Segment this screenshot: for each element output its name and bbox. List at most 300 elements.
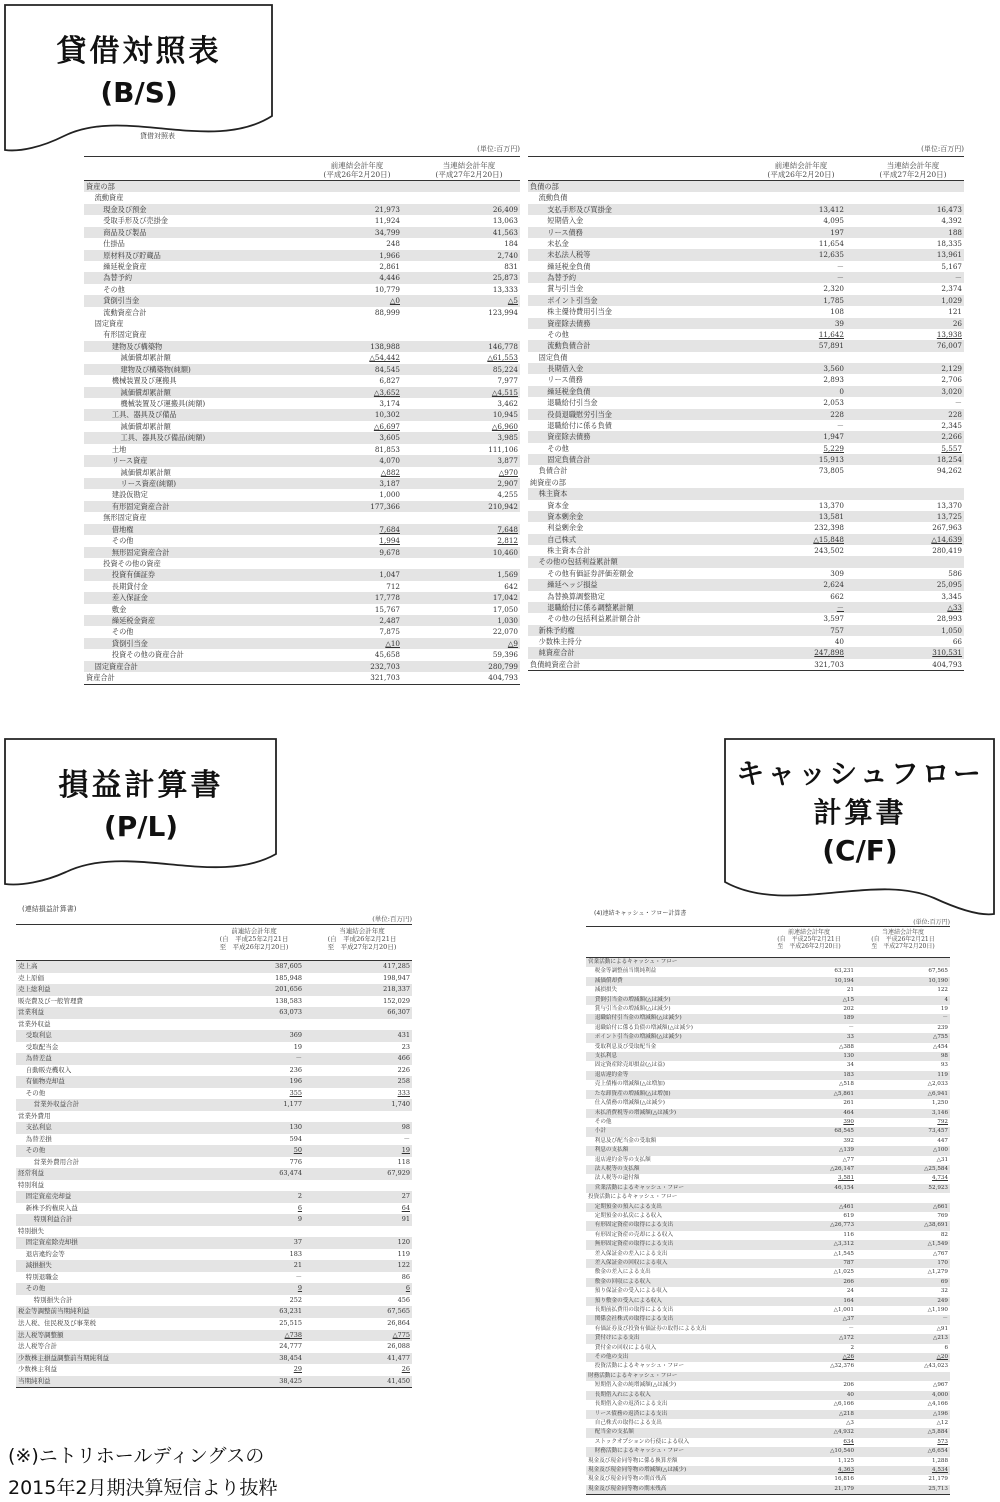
curr-value: 122 bbox=[937, 987, 948, 994]
row-label: 現金及び現金同等物の期首残高 bbox=[588, 1476, 667, 1483]
table-row bbox=[528, 340, 964, 351]
row-label: 利息及び配当金の受取額 bbox=[594, 1137, 657, 1144]
curr-value: 239 bbox=[937, 1024, 948, 1031]
prev-period-header: 前連結会計年度 (自 平成25年2月21日 至 平成26年2月20日) bbox=[777, 929, 841, 951]
row-label: その他 bbox=[25, 1088, 46, 1097]
prev-value: △10 bbox=[385, 638, 400, 648]
curr-value: 23 bbox=[401, 1042, 410, 1051]
prev-value: 37 bbox=[293, 1238, 302, 1247]
table-row bbox=[16, 1030, 412, 1042]
table-row bbox=[528, 545, 964, 556]
prev-value: 2,861 bbox=[379, 261, 400, 271]
prev-period-header: 前連結会計年度 (自 平成25年2月21日 至 平成26年2月20日) bbox=[219, 927, 289, 951]
curr-value: 404,793 bbox=[488, 673, 518, 683]
prev-value: 33 bbox=[846, 1034, 854, 1041]
prev-value: 164 bbox=[843, 1297, 854, 1304]
row-label: 当期純利益 bbox=[18, 1376, 51, 1385]
row-label: 投資有価証券 bbox=[111, 570, 156, 580]
row-label: 税金等調整前当期純利益 bbox=[594, 968, 657, 975]
prev-value: 201,656 bbox=[275, 985, 302, 994]
curr-value: △25,584 bbox=[924, 1165, 948, 1172]
row-label: 資産除去債務 bbox=[547, 432, 591, 442]
curr-value: 831 bbox=[504, 261, 518, 271]
row-label: 減損損失 bbox=[594, 987, 618, 994]
curr-value: 122 bbox=[397, 1261, 410, 1270]
row-label: その他 bbox=[111, 627, 134, 637]
table-row bbox=[16, 996, 412, 1008]
row-label: リース資産 bbox=[111, 456, 148, 466]
table-row bbox=[84, 364, 520, 375]
curr-value: 404,793 bbox=[932, 659, 962, 669]
prev-value: 34 bbox=[846, 1062, 854, 1069]
cf-label-abbr: (C/F) bbox=[822, 834, 898, 868]
row-label: 原材料及び貯蔵品 bbox=[103, 250, 161, 260]
row-label: 受取配当金 bbox=[25, 1042, 59, 1051]
curr-value: 258 bbox=[397, 1077, 410, 1086]
row-label: 貸付けによる支出 bbox=[594, 1335, 640, 1342]
curr-value: － bbox=[942, 1316, 948, 1323]
curr-value: 19 bbox=[940, 1006, 948, 1013]
row-label: 特別利益 bbox=[18, 1180, 44, 1189]
prev-value: 68,545 bbox=[834, 1128, 854, 1135]
row-label: リース債務の返済による支出 bbox=[594, 1410, 668, 1417]
curr-value: △14,639 bbox=[931, 534, 962, 544]
row-label: 未払金 bbox=[547, 238, 569, 248]
prev-value: 38,454 bbox=[279, 1353, 302, 1362]
prev-value: － bbox=[295, 1272, 302, 1281]
prev-value: 4,446 bbox=[379, 273, 400, 283]
table-row bbox=[528, 500, 964, 511]
table-row bbox=[84, 444, 520, 455]
curr-value: 27 bbox=[401, 1192, 410, 1201]
prev-value: 189 bbox=[843, 1015, 854, 1022]
curr-value: △967 bbox=[933, 1382, 948, 1389]
table-row bbox=[586, 1438, 950, 1447]
row-label: 繰延税金資産 bbox=[103, 261, 147, 271]
curr-value: 25,095 bbox=[936, 580, 962, 590]
row-label: 純資産の部 bbox=[530, 477, 566, 487]
table-row bbox=[586, 1400, 950, 1409]
prev-value: 11,642 bbox=[818, 329, 844, 339]
table-row bbox=[528, 238, 964, 249]
prev-value: 13,412 bbox=[818, 204, 844, 214]
row-label: 為替換算調整勘定 bbox=[547, 591, 605, 601]
curr-value: 792 bbox=[937, 1118, 948, 1125]
prev-value: 81,853 bbox=[374, 444, 400, 454]
prev-value: 6,827 bbox=[379, 376, 400, 386]
cf-label-flag bbox=[724, 738, 996, 916]
table-row bbox=[84, 524, 520, 535]
prev-value: △26,147 bbox=[830, 1165, 854, 1172]
prev-value: 4,363 bbox=[837, 1466, 854, 1473]
row-label: 短期借入金 bbox=[547, 216, 584, 226]
table-row bbox=[586, 1344, 950, 1353]
row-label: 受取手形及び売掛金 bbox=[103, 216, 168, 226]
prev-value: 50 bbox=[293, 1146, 302, 1155]
row-label: 新株予約権 bbox=[538, 625, 575, 635]
curr-value: 41,477 bbox=[387, 1353, 410, 1362]
curr-value: 19 bbox=[401, 1146, 410, 1155]
curr-value: 5,557 bbox=[941, 443, 962, 453]
table-row bbox=[84, 478, 520, 489]
table-row bbox=[84, 329, 520, 340]
row-label: 工具、器具及び備品 bbox=[111, 410, 177, 420]
prev-value: 202 bbox=[843, 1006, 854, 1013]
table-row bbox=[528, 420, 964, 431]
prev-value: 309 bbox=[830, 568, 844, 578]
row-label: 退店違約金等 bbox=[594, 1071, 629, 1078]
table-row bbox=[16, 973, 412, 985]
prev-value: △10,540 bbox=[830, 1448, 854, 1455]
curr-value: 5,167 bbox=[941, 261, 962, 271]
curr-value: 310,531 bbox=[932, 648, 962, 658]
table-row bbox=[84, 558, 520, 569]
row-label: 定期預金の払戻による収入 bbox=[594, 1212, 662, 1219]
row-label: 負債の部 bbox=[530, 182, 559, 191]
curr-value: 447 bbox=[937, 1137, 948, 1144]
prev-value: － bbox=[295, 1054, 302, 1063]
row-label: 営業外費用合計 bbox=[33, 1157, 80, 1166]
curr-period-header: 当連結会計年度 (平成27年2月20日) bbox=[435, 161, 503, 179]
prev-value: 63,474 bbox=[279, 1169, 302, 1178]
prev-value: △1,025 bbox=[833, 1269, 854, 1276]
unit-label: (単位:百万円) bbox=[921, 145, 964, 153]
table-row bbox=[586, 1024, 950, 1033]
row-label: 減損損失 bbox=[25, 1261, 52, 1270]
row-label: 営業利益 bbox=[18, 1008, 44, 1017]
table-row bbox=[16, 1145, 412, 1157]
curr-value: 119 bbox=[937, 1071, 948, 1078]
prev-value: 39 bbox=[834, 318, 844, 328]
table-row bbox=[528, 602, 964, 613]
prev-value: 177,366 bbox=[370, 501, 400, 511]
row-label: 現金及び現金同等物の増減額(△は減少) bbox=[588, 1466, 687, 1473]
prev-value: 252 bbox=[289, 1295, 302, 1304]
curr-value: 25,713 bbox=[928, 1485, 948, 1492]
table-row bbox=[586, 1457, 950, 1466]
row-label: 敷金の差入による支出 bbox=[594, 1269, 651, 1276]
table-row bbox=[84, 615, 520, 626]
prev-value: 3,174 bbox=[379, 399, 400, 409]
prev-value: 46,154 bbox=[834, 1184, 854, 1191]
prev-value: － bbox=[836, 273, 844, 282]
table-row bbox=[84, 192, 520, 203]
row-label: 売上債権の増減額(△は増加) bbox=[594, 1081, 665, 1088]
row-label: 現金及び現金同等物に係る換算差額 bbox=[588, 1457, 678, 1464]
row-label: 資本金 bbox=[547, 500, 569, 510]
cf-label-title-1: キャッシュフロー bbox=[736, 757, 984, 791]
curr-value: 1,030 bbox=[497, 616, 518, 626]
table-row bbox=[586, 1475, 950, 1484]
table-row bbox=[16, 1076, 412, 1088]
table-row bbox=[84, 238, 520, 249]
curr-value: 67,565 bbox=[387, 1307, 410, 1316]
row-label: その他 bbox=[547, 443, 569, 453]
prev-value: 15,913 bbox=[818, 455, 844, 464]
table-row bbox=[84, 250, 520, 261]
row-label: 無形固定資産の取得による支出 bbox=[594, 1241, 674, 1248]
table-row bbox=[586, 1287, 950, 1296]
curr-value: 120 bbox=[397, 1238, 410, 1247]
row-label: 借地権 bbox=[111, 524, 134, 534]
table-row bbox=[16, 1111, 412, 1123]
row-label: 株主資本合計 bbox=[547, 546, 591, 555]
unit-label: (単位:百万円) bbox=[372, 915, 412, 923]
curr-value: 66,307 bbox=[387, 1008, 410, 1017]
prev-value: △77 bbox=[842, 1156, 854, 1163]
table-row bbox=[84, 215, 520, 226]
unit-label: (単位:百万円) bbox=[477, 145, 520, 153]
table-row bbox=[528, 534, 964, 545]
curr-value: 76,007 bbox=[936, 341, 962, 351]
row-label: 貸倒引当金 bbox=[111, 638, 148, 648]
pl-title: (連結損益計算書) bbox=[22, 905, 77, 913]
prev-value: △15 bbox=[842, 996, 854, 1003]
table-row bbox=[16, 961, 412, 973]
table-row bbox=[84, 512, 520, 523]
prev-value: △0 bbox=[389, 296, 400, 306]
table-row bbox=[586, 1325, 950, 1334]
bs-liab-rows bbox=[528, 180, 964, 671]
row-label: 流動資産合計 bbox=[103, 307, 147, 317]
table-row bbox=[84, 307, 520, 318]
table-row bbox=[586, 1240, 950, 1249]
curr-value: 2,345 bbox=[941, 420, 962, 430]
row-label: 長期貸付金 bbox=[111, 581, 148, 591]
row-label: 営業外収益合計 bbox=[33, 1100, 80, 1109]
prev-value: 1,785 bbox=[823, 295, 844, 305]
prev-value: 7,875 bbox=[379, 627, 400, 637]
row-label: 法人税等の還付額 bbox=[594, 1175, 640, 1182]
table-row bbox=[528, 443, 964, 454]
row-label: 有形固定資産の取得による支出 bbox=[594, 1222, 674, 1229]
row-label: 特別退職金 bbox=[25, 1272, 59, 1281]
row-label: 法人税等調整額 bbox=[18, 1330, 64, 1339]
curr-value: △43,023 bbox=[924, 1363, 948, 1370]
table-row bbox=[84, 649, 520, 660]
table-row bbox=[16, 1318, 412, 1330]
row-label: 税金等調整前当期純利益 bbox=[18, 1307, 90, 1316]
row-label: その他 bbox=[103, 284, 125, 294]
curr-value: 2,129 bbox=[941, 364, 962, 373]
row-label: 流動負債 bbox=[538, 193, 568, 203]
row-label: 資産合計 bbox=[86, 673, 115, 683]
prev-value: 84,545 bbox=[374, 364, 400, 374]
curr-value: 4,392 bbox=[941, 216, 962, 226]
prev-value: 1,047 bbox=[379, 570, 400, 580]
row-label: 減価償却累計額 bbox=[120, 387, 171, 397]
table-row bbox=[16, 1295, 412, 1307]
prev-value: 24,777 bbox=[279, 1342, 302, 1351]
table-row bbox=[586, 1278, 950, 1287]
prev-value: － bbox=[836, 261, 844, 271]
curr-value: △755 bbox=[933, 1034, 948, 1041]
curr-value: － bbox=[954, 273, 962, 282]
row-label: 自動販売機収入 bbox=[25, 1065, 72, 1074]
row-label: 減価償却費 bbox=[594, 977, 623, 984]
row-label: 現金及び現金同等物の期末残高 bbox=[588, 1485, 667, 1492]
curr-value: △1,549 bbox=[927, 1241, 948, 1248]
prev-value: － bbox=[836, 420, 844, 430]
row-label: 利息の支払額 bbox=[594, 1147, 629, 1154]
curr-value: 2,374 bbox=[941, 284, 962, 294]
table-row bbox=[84, 638, 520, 649]
prev-value: － bbox=[848, 1024, 854, 1031]
curr-value: 1,050 bbox=[941, 625, 962, 635]
prev-value: △15,848 bbox=[813, 534, 844, 544]
source-note-line-1: (※)ニトリホールディングスの bbox=[8, 1445, 265, 1467]
table-row bbox=[528, 295, 964, 306]
table-row bbox=[528, 579, 964, 590]
row-label: 退店違約金等の支払額 bbox=[594, 1156, 651, 1163]
table-row bbox=[84, 375, 520, 386]
curr-value: 1,029 bbox=[941, 295, 962, 305]
curr-value: 1,569 bbox=[497, 570, 518, 580]
row-label: 固定負債合計 bbox=[547, 455, 591, 464]
table-row bbox=[528, 522, 964, 533]
table-row bbox=[586, 1334, 950, 1343]
table-row bbox=[528, 477, 964, 488]
row-label: 減価償却累計額 bbox=[120, 421, 171, 431]
row-label: 仕入債務の増減額(△は減少) bbox=[594, 1100, 665, 1107]
table-row bbox=[84, 318, 520, 329]
row-label: 敷金の回収による収入 bbox=[594, 1278, 651, 1285]
table-row bbox=[528, 454, 964, 465]
table-row bbox=[84, 227, 520, 238]
curr-value: 249 bbox=[937, 1297, 948, 1304]
curr-value: 4,255 bbox=[497, 490, 518, 500]
table-row bbox=[586, 1165, 950, 1174]
curr-value: △4,166 bbox=[927, 1401, 948, 1408]
curr-value: 642 bbox=[504, 581, 518, 591]
curr-value: 17,042 bbox=[492, 593, 518, 603]
prev-value: 16,816 bbox=[834, 1476, 854, 1483]
row-label: 投資活動によるキャッシュ・フロー bbox=[588, 1194, 678, 1201]
prev-value: 3,605 bbox=[379, 433, 400, 443]
curr-value: 3,020 bbox=[941, 386, 962, 396]
prev-value: 9,678 bbox=[379, 547, 400, 557]
bs-label-title: 貸借対照表 bbox=[56, 33, 222, 69]
row-label: 有形固定資産の売却による収入 bbox=[594, 1231, 674, 1238]
curr-value: 10,945 bbox=[492, 410, 518, 420]
row-label: 投資活動によるキャッシュ・フロー bbox=[594, 1363, 685, 1370]
table-row bbox=[586, 1005, 950, 1014]
table-row bbox=[84, 547, 520, 558]
table-row bbox=[586, 1306, 950, 1315]
table-row bbox=[586, 1372, 950, 1381]
table-row bbox=[84, 272, 520, 283]
prev-value: △32,376 bbox=[830, 1363, 854, 1370]
pl-label-flag bbox=[4, 738, 278, 888]
curr-value: 67,565 bbox=[928, 968, 948, 975]
table-row bbox=[16, 1283, 412, 1295]
table-row bbox=[16, 1272, 412, 1284]
table-row bbox=[528, 192, 964, 203]
curr-value: 111,106 bbox=[488, 444, 518, 454]
row-label: 営業外収益 bbox=[18, 1019, 51, 1028]
prev-value: 88,999 bbox=[374, 307, 400, 317]
row-label: 長期借入金の返済による支出 bbox=[594, 1401, 668, 1408]
bs-partial-title: 貸借対照表 bbox=[140, 132, 175, 140]
curr-value: 22,070 bbox=[492, 627, 518, 637]
curr-value: △91 bbox=[936, 1325, 948, 1332]
row-label: 未払法人税等 bbox=[547, 250, 591, 260]
curr-value: － bbox=[942, 1015, 948, 1022]
table-row bbox=[84, 341, 520, 352]
curr-value: 86 bbox=[401, 1272, 410, 1281]
cf-rows bbox=[586, 957, 950, 1495]
curr-value: 228 bbox=[948, 409, 962, 419]
table-row bbox=[84, 455, 520, 466]
curr-value: △661 bbox=[933, 1203, 948, 1210]
table-row bbox=[16, 984, 412, 996]
row-label: 賞与引当金 bbox=[547, 284, 584, 294]
row-label: 繰延税金負債 bbox=[547, 386, 591, 396]
prev-value: 1,125 bbox=[837, 1457, 854, 1464]
prev-value: △26 bbox=[842, 1354, 854, 1361]
curr-value: 41,563 bbox=[492, 227, 518, 237]
table-row bbox=[84, 592, 520, 603]
prev-value: △37 bbox=[842, 1316, 854, 1323]
table-row bbox=[586, 1127, 950, 1136]
prev-value: 15,767 bbox=[374, 604, 400, 614]
curr-value: 2,266 bbox=[941, 432, 962, 442]
table-row bbox=[528, 318, 964, 329]
table-row bbox=[586, 1184, 950, 1193]
prev-value: － bbox=[836, 602, 844, 612]
table-row bbox=[528, 363, 964, 374]
row-label: その他有価証券評価差額金 bbox=[547, 568, 634, 578]
row-label: 財務活動によるキャッシュ・フロー bbox=[594, 1448, 685, 1455]
curr-period-header: 当連結会計年度 (自 平成26年2月21日 至 平成27年2月20日) bbox=[871, 929, 935, 951]
curr-value: 119 bbox=[397, 1249, 410, 1258]
row-label: 貸倒引当金の増減額(△は減少) bbox=[594, 996, 671, 1003]
prev-value: 232,398 bbox=[814, 523, 844, 533]
table-row bbox=[586, 1381, 950, 1390]
prev-value: 247,898 bbox=[814, 648, 844, 658]
table-row bbox=[528, 249, 964, 260]
curr-value: 3,877 bbox=[497, 456, 518, 466]
curr-value: 26,864 bbox=[387, 1318, 410, 1327]
table-row bbox=[84, 569, 520, 580]
prev-value: 787 bbox=[843, 1260, 854, 1266]
table-row bbox=[84, 387, 520, 398]
prev-value: 40 bbox=[834, 637, 844, 646]
curr-value: △9 bbox=[507, 638, 518, 648]
prev-value: 138,583 bbox=[275, 996, 302, 1005]
curr-value: 2,812 bbox=[497, 536, 518, 546]
table-row bbox=[16, 1376, 412, 1388]
row-label: 特別損失合計 bbox=[33, 1295, 73, 1304]
row-label: 固定資産売却益 bbox=[25, 1192, 72, 1201]
source-note-line-2: 2015年2月期決算短信より抜粋 bbox=[8, 1477, 278, 1500]
table-row bbox=[16, 1330, 412, 1342]
curr-value: △454 bbox=[933, 1043, 948, 1050]
prev-value: 390 bbox=[843, 1118, 854, 1125]
row-label: 長期借入金 bbox=[547, 364, 584, 373]
table-row bbox=[586, 1043, 950, 1052]
row-label: 受取利息及び受取配当金 bbox=[594, 1043, 657, 1050]
prev-value: 634 bbox=[843, 1438, 854, 1445]
table-row bbox=[84, 398, 520, 409]
prev-value: 10,194 bbox=[834, 977, 854, 984]
row-label: 経常利益 bbox=[18, 1169, 44, 1178]
curr-value: 2,740 bbox=[497, 250, 518, 260]
prev-value: 261 bbox=[843, 1100, 854, 1107]
curr-value: 573 bbox=[937, 1438, 948, 1445]
curr-period-header: 当連結会計年度 (自 平成26年2月21日 至 平成27年2月20日) bbox=[327, 927, 397, 951]
curr-value: 59,396 bbox=[492, 650, 518, 660]
